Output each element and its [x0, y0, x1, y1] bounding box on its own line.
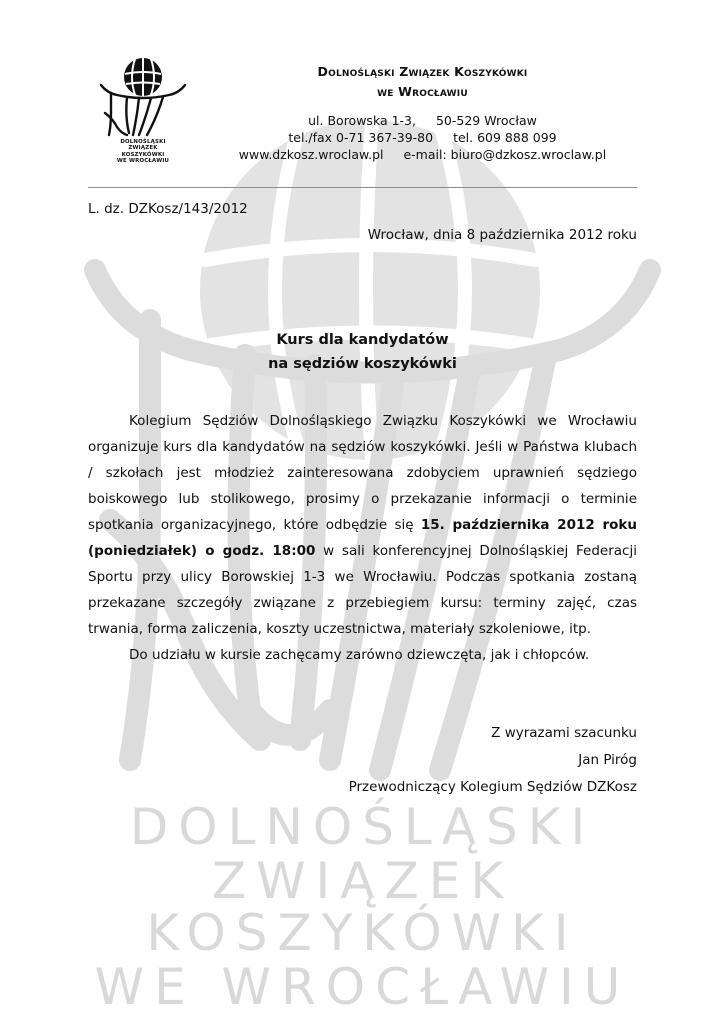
watermark-line-3: KOSZYKÓWKI	[146, 904, 579, 962]
org-name-line-2: we Wrocławiu	[377, 84, 468, 99]
paragraph-1: Kolegium Sędziów Dolnośląskiego Związku Koszykówki we Wrocławiu organizuje kurs dla kandydatów na sędziów koszykówki. Jeśli w Państwa klubach / szkołach jest młodzież zainteresowana zdobyciem uprawnień sędziego boiskowego lub stolikowego, prosimy o przekazanie informacji o terminie spotkania organizacyjnego, które odbędzie się 15. października 2012 roku (poniedziałek) o godz. 18:00 w sali konferencyjnej Dolnośląskiej Federacji Sportu przy ulicy Borowskiej 1-3 we Wrocławiu. Podczas spotkania zostaną przekazane szczegóły związane z przebiegiem kursu: terminy zajęć, czas trwania, forma zaliczenia, koszty uczestnictwa, materiały szkoleniowe, itp.	[88, 413, 637, 637]
tel-mobile: tel. 609 888 099	[453, 130, 557, 145]
org-name-line-1: Dolnośląski Związek Koszykówki	[317, 64, 528, 79]
watermark-line-4: WE WROCŁAWIU	[94, 958, 631, 1016]
signer-title: Przewodniczący Kolegium Sędziów DZKosz	[348, 779, 637, 795]
watermark-line-2: ZWIĄZEK	[211, 852, 514, 910]
organization-name	[200, 62, 645, 102]
meeting-date: 15. października 2012 roku (poniedziałek) o godz. 18:00	[88, 517, 637, 559]
letter-date: Wrocław, dnia 8 października 2012 roku	[367, 227, 637, 243]
watermark-line-1: DOLNOŚLĄSKI	[129, 798, 596, 856]
contact-block	[200, 112, 645, 163]
letter-body	[88, 408, 637, 668]
header-logo	[93, 55, 193, 165]
signer-name: Jan Piróg	[578, 752, 637, 768]
letter-title	[88, 328, 637, 376]
basketball-hoop-icon	[93, 55, 193, 139]
header-divider	[88, 187, 637, 188]
paragraph-2: Do udziału w kursie zachęcamy zarówno dziewczęta, jak i chłopców.	[129, 647, 590, 663]
website-link[interactable]: www.dzkosz.wroclaw.pl	[238, 147, 384, 162]
logo-caption: DOLNOŚLĄSKI ZWIĄZEK KOSZYKÓWKI WE WROCŁAWIU	[116, 139, 170, 165]
title-line-1: Kurs dla kandydatów	[276, 332, 449, 348]
address: ul. Borowska 1-3,	[308, 113, 416, 128]
closing: Z wyrazami szacunku	[491, 725, 637, 741]
title-line-2: na sędziów koszykówki	[268, 356, 457, 372]
reference-number: L. dz. DZKosz/143/2012	[88, 201, 248, 217]
signature-block	[349, 720, 637, 801]
email-link[interactable]: e-mail: biuro@dzkosz.wroclaw.pl	[403, 147, 607, 162]
postcode-city: 50-529 Wrocław	[435, 113, 537, 128]
tel-fax: tel./fax 0-71 367-39-80	[288, 130, 434, 145]
